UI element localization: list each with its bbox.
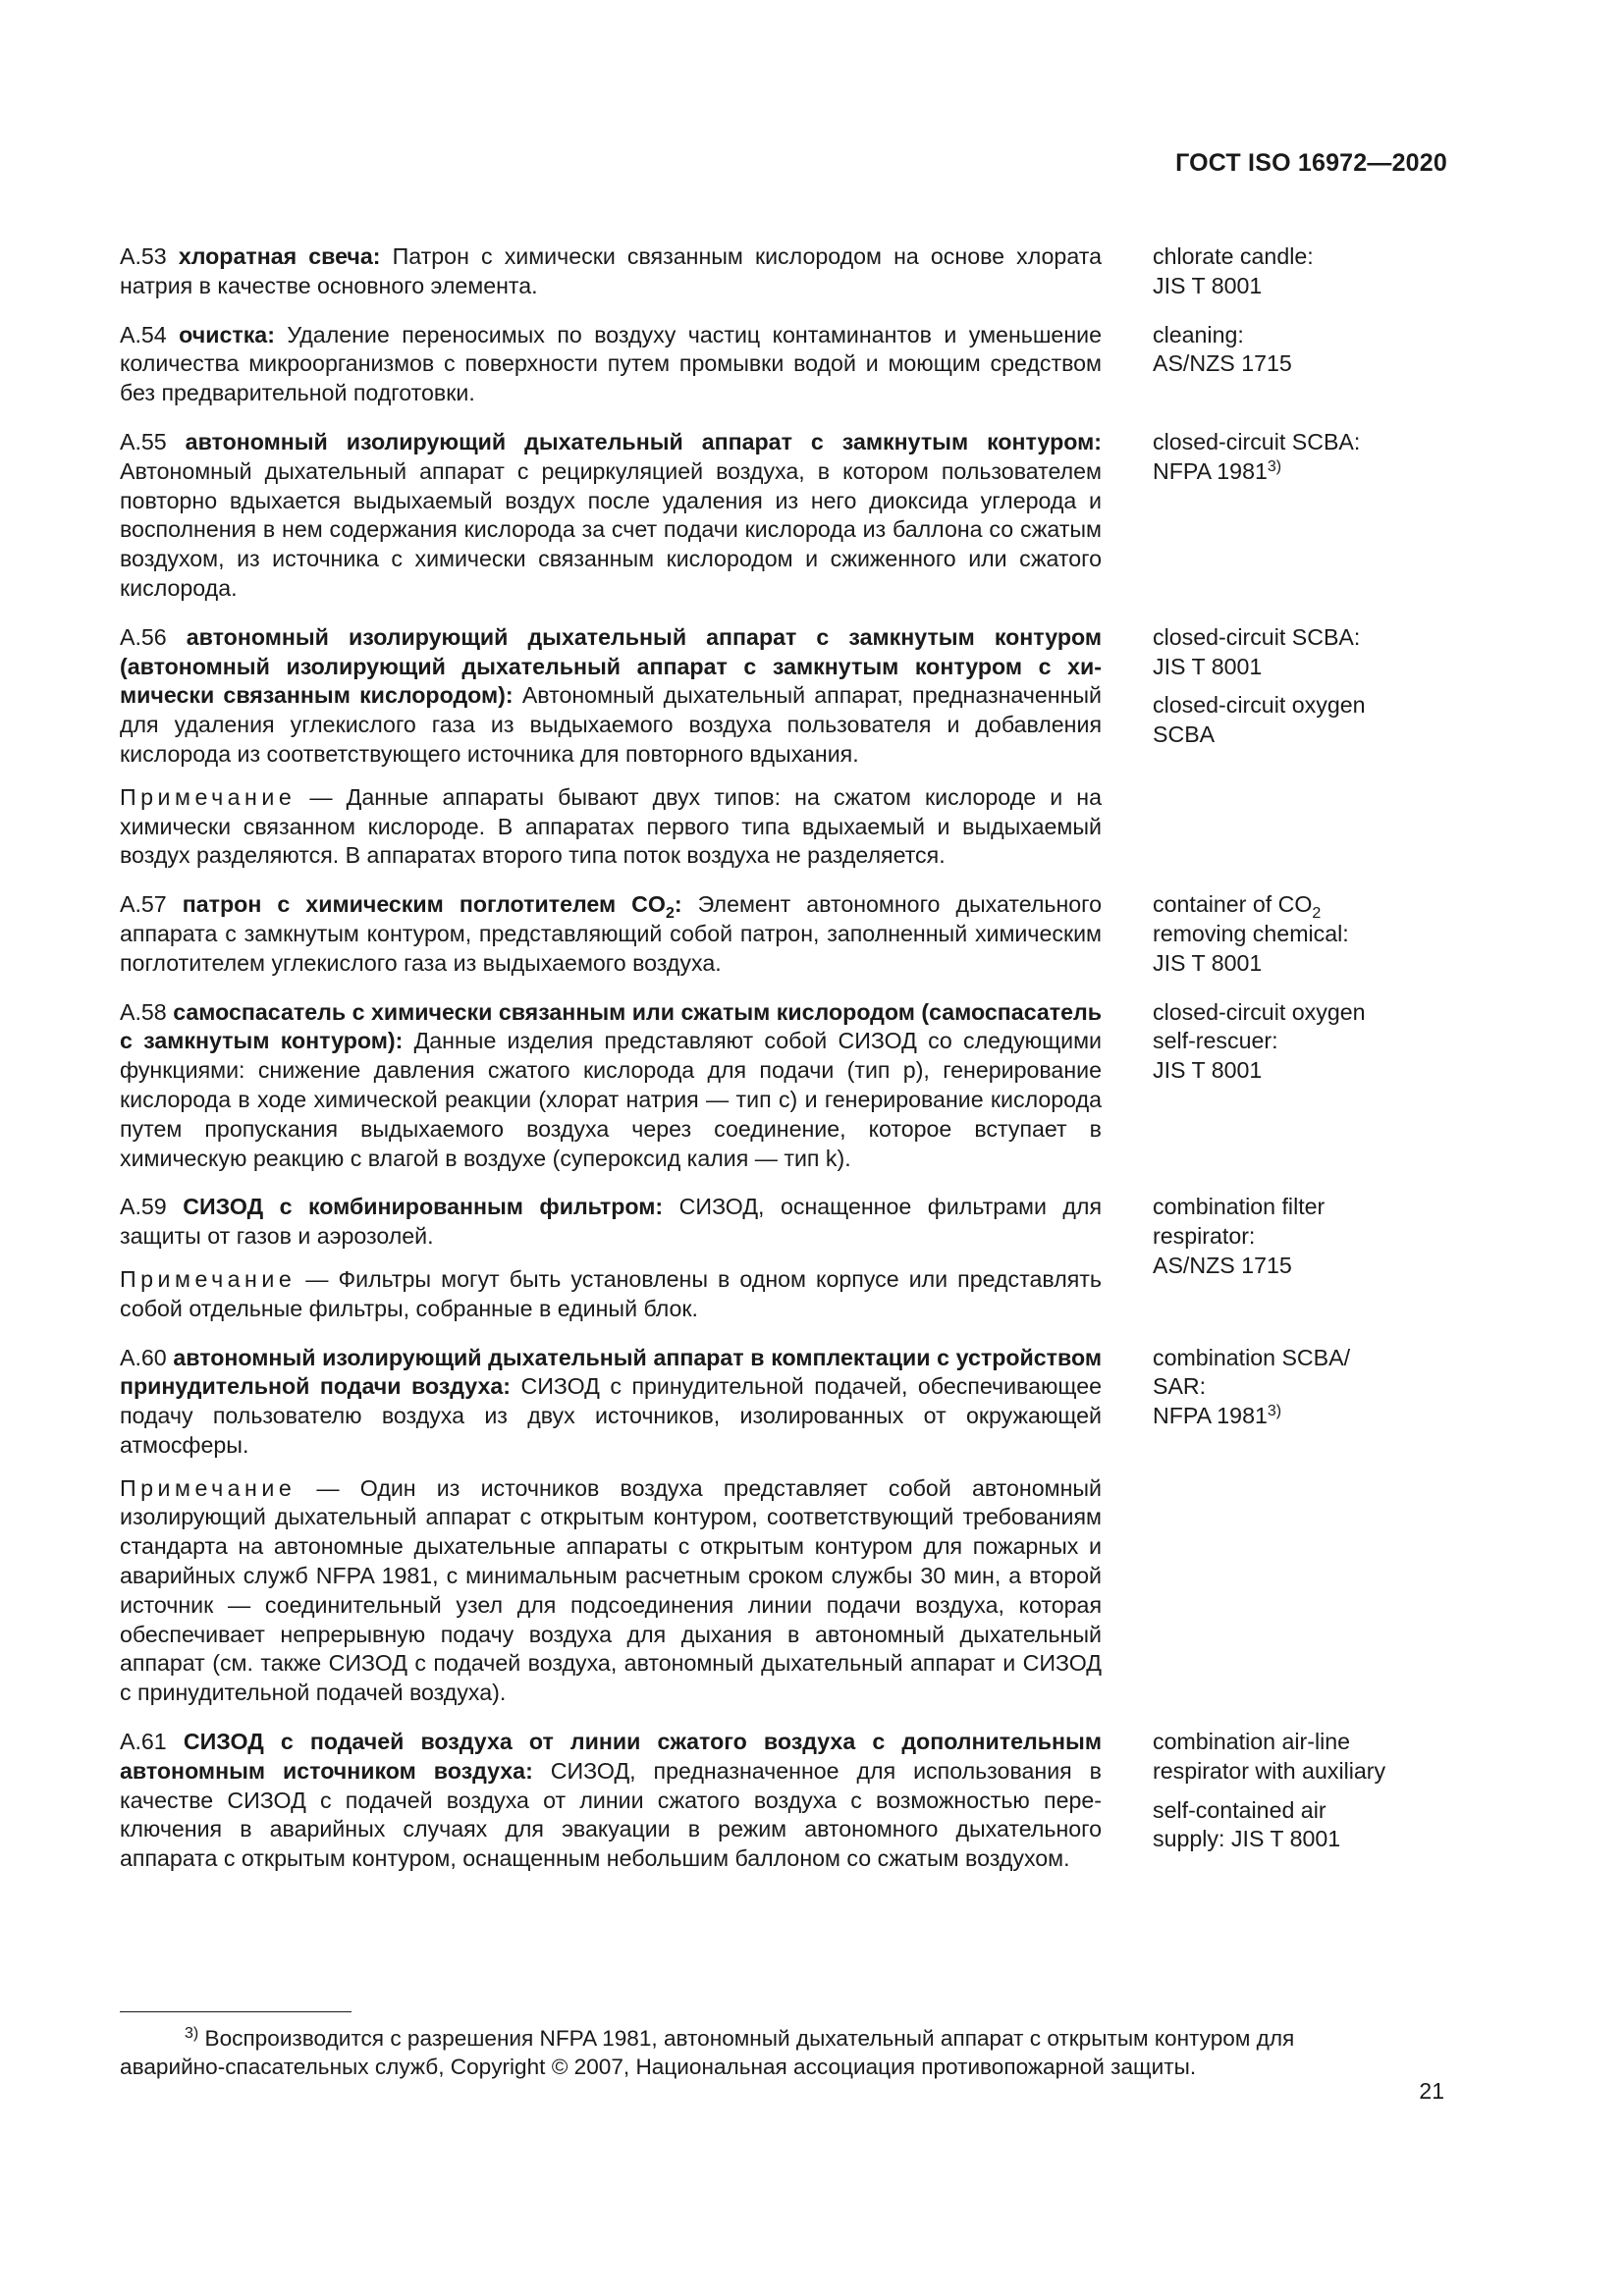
entry-number: A.56 bbox=[120, 623, 167, 650]
footnote-ref: 3) bbox=[1267, 457, 1282, 475]
footnote bbox=[120, 2024, 1447, 2081]
entry-number: A.57 bbox=[120, 891, 167, 918]
definition-text bbox=[120, 1728, 1102, 1874]
side-term: cleaning: bbox=[1153, 321, 1244, 347]
side-source: JIS T 8001 bbox=[1153, 653, 1263, 679]
english-equivalent bbox=[1153, 242, 1437, 301]
entry-term: хлоратная свеча: bbox=[178, 243, 381, 269]
english-equivalent bbox=[1153, 890, 1437, 978]
definition-text bbox=[120, 321, 1102, 408]
entry-term: автономный изолирующий дыхательный аппарат с замкнутым контуром: bbox=[185, 428, 1102, 454]
side-source: JIS T 8001 bbox=[1153, 1057, 1263, 1084]
entry-definition: СИЗОД, оснащенное фильтрами для защиты от газов и аэрозолей. bbox=[120, 1194, 1102, 1250]
entry-number: A.53 bbox=[120, 243, 167, 269]
side-term-alt: SCBA bbox=[1153, 721, 1216, 748]
entry-number: A.54 bbox=[120, 321, 167, 347]
entry-number: A.60 bbox=[120, 1344, 167, 1370]
note-label: Примечание bbox=[120, 1265, 297, 1292]
definition-entry-a61 bbox=[120, 1728, 1447, 1874]
side-source: AS/NZS 1715 bbox=[1153, 350, 1292, 377]
entry-term: очистка: bbox=[179, 321, 275, 347]
definition-text bbox=[120, 428, 1102, 604]
side-term: removing chemical: bbox=[1153, 920, 1349, 946]
definition-entry-a59 bbox=[120, 1193, 1447, 1323]
side-source: JIS T 8001 bbox=[1153, 949, 1263, 976]
page-number: 21 bbox=[1419, 2078, 1444, 2104]
side-term: SAR: bbox=[1153, 1373, 1207, 1400]
entry-definition: СИЗОД, предназначенное для использования в качестве СИЗОД с подачей воздуха от линии сжатого воздуха с возможностью переключения в аварийных случаях для эвакуации в режим автономного дыхательного аппарата с открытым контуром, оснащенным небольшим баллоном со сжатым воздухом. bbox=[120, 1757, 1102, 1872]
entry-definition: СИЗОД с принудительной подачей, обеспечивающее подачу пользователю воздуха из двух источников, изолированных от окружающей атмосферы. bbox=[120, 1373, 1102, 1458]
footnote-ref: 3) bbox=[1267, 1403, 1282, 1420]
english-equivalent bbox=[1153, 998, 1437, 1086]
note bbox=[120, 1474, 1102, 1708]
side-term-alt: self-contained air bbox=[1153, 1796, 1326, 1823]
entry-definition: Элемент автономного дыхательного аппарата с замкнутым контуром, представляющий собой патрон, заполненный химическим поглотителем углекислого газа из выдыхаемого воздуха. bbox=[120, 891, 1103, 976]
side-term: self-rescuer: bbox=[1153, 1028, 1278, 1054]
note-text: — Данные аппараты бывают двух типов: на сжатом кислороде и на химически связанном кислороде. В аппаратах первого типа вдыхаемый и выдыхаемый воздух разделяются. В аппаратах второго типа поток воздуха не разделяется. bbox=[120, 783, 1103, 869]
definition-entry-a53 bbox=[120, 242, 1447, 301]
document-header: ГОСТ ISO 16972—2020 bbox=[1175, 149, 1447, 177]
entry-definition: Автономный дыхательный аппарат с рециркуляцией воздуха, в котором пользователем повторно вдыхается выдыхаемый воздух после удаления из него диоксида углерода и восполнения в нем содержания кислорода за счет подачи кислорода из баллона со сжатым воздухом, из источника с химически связанным кислородом и сжиженного или сжатого кислорода. bbox=[120, 457, 1102, 601]
definition-text bbox=[120, 890, 1102, 978]
entry-term: автономный изолирующий дыхательный аппарат с замкнутым контуром (автономный изолирующий дыхательный аппарат с замкнутым контуром с химически связанным кислородом): bbox=[120, 623, 1102, 709]
entry-definition: Автономный дыхательный аппарат, предназначенный для удаления углекислого газа из выдыхаемого воздуха пользователя и добавления кислорода из соответствующего источника для повторного вдыхания. bbox=[120, 682, 1103, 767]
side-source: NFPA 1981 bbox=[1153, 457, 1268, 484]
side-source: NFPA 1981 bbox=[1153, 1403, 1268, 1429]
entry-number: A.59 bbox=[120, 1194, 167, 1220]
english-equivalent bbox=[1153, 428, 1437, 487]
side-term: respirator with auxiliary bbox=[1153, 1757, 1386, 1784]
footnote-text: аварийно-спасательных служб, Copyright © 2007, Национальная ассоциация противопожарной защиты. bbox=[120, 2055, 1197, 2079]
entry-definition: Удаление переносимых по воздуху частиц контаминантов и уменьшение количества микроорганизмов с поверхности путем промывки водой и моющим средством без предварительной подготовки. bbox=[120, 321, 1102, 406]
entry-term: патрон с химическим поглотителем $CO_2$: bbox=[182, 891, 682, 923]
definition-text bbox=[120, 1193, 1102, 1252]
english-equivalent bbox=[1153, 623, 1437, 750]
definition-text bbox=[120, 998, 1102, 1174]
entry-term: СИЗОД с комбинированным фильтром: bbox=[183, 1194, 664, 1220]
entry-term: самоспасатель с химически связанным или сжатым кислородом (самоспасатель с замкнутым контуром): bbox=[120, 998, 1102, 1054]
entry-term: СИЗОД с подачей воздуха от линии сжатого воздуха с дополнительным автономным источником воздуха: bbox=[120, 1729, 1102, 1784]
side-source: supply: JIS T 8001 bbox=[1153, 1826, 1341, 1852]
side-term: combination air-line bbox=[1153, 1729, 1351, 1755]
side-term-alt: closed-circuit oxygen bbox=[1153, 692, 1366, 719]
entry-term: автономный изолирующий дыхательный аппарат в комплектации с устройством принудительной подачи воздуха: bbox=[120, 1344, 1102, 1400]
definition-text bbox=[120, 623, 1102, 770]
note bbox=[120, 783, 1102, 871]
side-term: container of $CO_2$ bbox=[1153, 891, 1322, 923]
english-equivalent bbox=[1153, 1344, 1437, 1431]
side-term: closed-circuit oxygen bbox=[1153, 998, 1366, 1025]
footnote-mark: 3) bbox=[185, 2025, 199, 2042]
side-source: JIS T 8001 bbox=[1153, 272, 1263, 298]
footnote-separator bbox=[120, 2011, 352, 2012]
entry-number: A.61 bbox=[120, 1729, 167, 1755]
side-term: closed-circuit SCBA: bbox=[1153, 428, 1361, 454]
definitions-list bbox=[120, 242, 1447, 1894]
side-term: respirator: bbox=[1153, 1223, 1256, 1250]
definition-entry-a58 bbox=[120, 998, 1447, 1174]
english-equivalent bbox=[1153, 1193, 1437, 1280]
note-text: — Фильтры могут быть установлены в одном корпусе или представлять собой отдельные фильтры, собранные в единый блок. bbox=[120, 1265, 1102, 1321]
definition-text bbox=[120, 1344, 1102, 1461]
english-equivalent bbox=[1153, 1728, 1437, 1854]
definition-entry-a55 bbox=[120, 428, 1447, 604]
definition-entry-a56 bbox=[120, 623, 1447, 871]
side-source: AS/NZS 1715 bbox=[1153, 1252, 1292, 1278]
entry-definition: Данные изделия представляют собой СИЗОД со следующими функциями: снижение давления сжатого кислорода для подачи (тип р), генерирование кислорода в ходе химической реакции (хлорат натрия — тип с) и генерирование кислорода путем пропускания выдыхаемого воздуха через соединение, которое вступает в химическую реакцию с влагой в воздухе (супероксид калия — тип k). bbox=[120, 1028, 1102, 1171]
definition-text bbox=[120, 242, 1102, 301]
note-label: Примечание bbox=[120, 1474, 297, 1501]
side-term: combination filter bbox=[1153, 1194, 1326, 1220]
definition-entry-a54 bbox=[120, 321, 1447, 408]
english-equivalent bbox=[1153, 321, 1437, 380]
footnote-text: Воспроизводится с разрешения NFPA 1981, автономный дыхательный аппарат с открытым контуром для bbox=[204, 2026, 1295, 2051]
definition-entry-a57 bbox=[120, 890, 1447, 978]
entry-definition: Патрон с химически связанным кислородом на основе хлората натрия в качестве основного элемента. bbox=[120, 243, 1102, 298]
note bbox=[120, 1265, 1102, 1324]
side-term: combination SCBA/ bbox=[1153, 1344, 1351, 1370]
entry-number: A.58 bbox=[120, 998, 167, 1025]
side-term: chlorate candle: bbox=[1153, 243, 1314, 269]
side-term: closed-circuit SCBA: bbox=[1153, 623, 1361, 650]
note-label: Примечание bbox=[120, 783, 297, 810]
entry-number: A.55 bbox=[120, 428, 167, 454]
definition-entry-a60 bbox=[120, 1344, 1447, 1709]
note-text: — Один из источников воздуха представляет собой автономный изолирующий дыхательный аппарат с открытым контуром, соответствующий требованиям стандарта на автономные дыхательные аппараты с открытым контуром для пожарных и аварийных служб NFPA 1981, с минимальным расчетным сроком службы 30 мин, а второй источник — соединительный узел для подсоединения линии подачи воздуха, которая обеспечивает непрерывную подачу воздуха для дыхания в автономный дыхательный аппарат (см. также СИЗОД с подачей воздуха, автономный дыхательный аппарат и СИЗОД с принудительной подачей воздуха). bbox=[120, 1474, 1102, 1706]
